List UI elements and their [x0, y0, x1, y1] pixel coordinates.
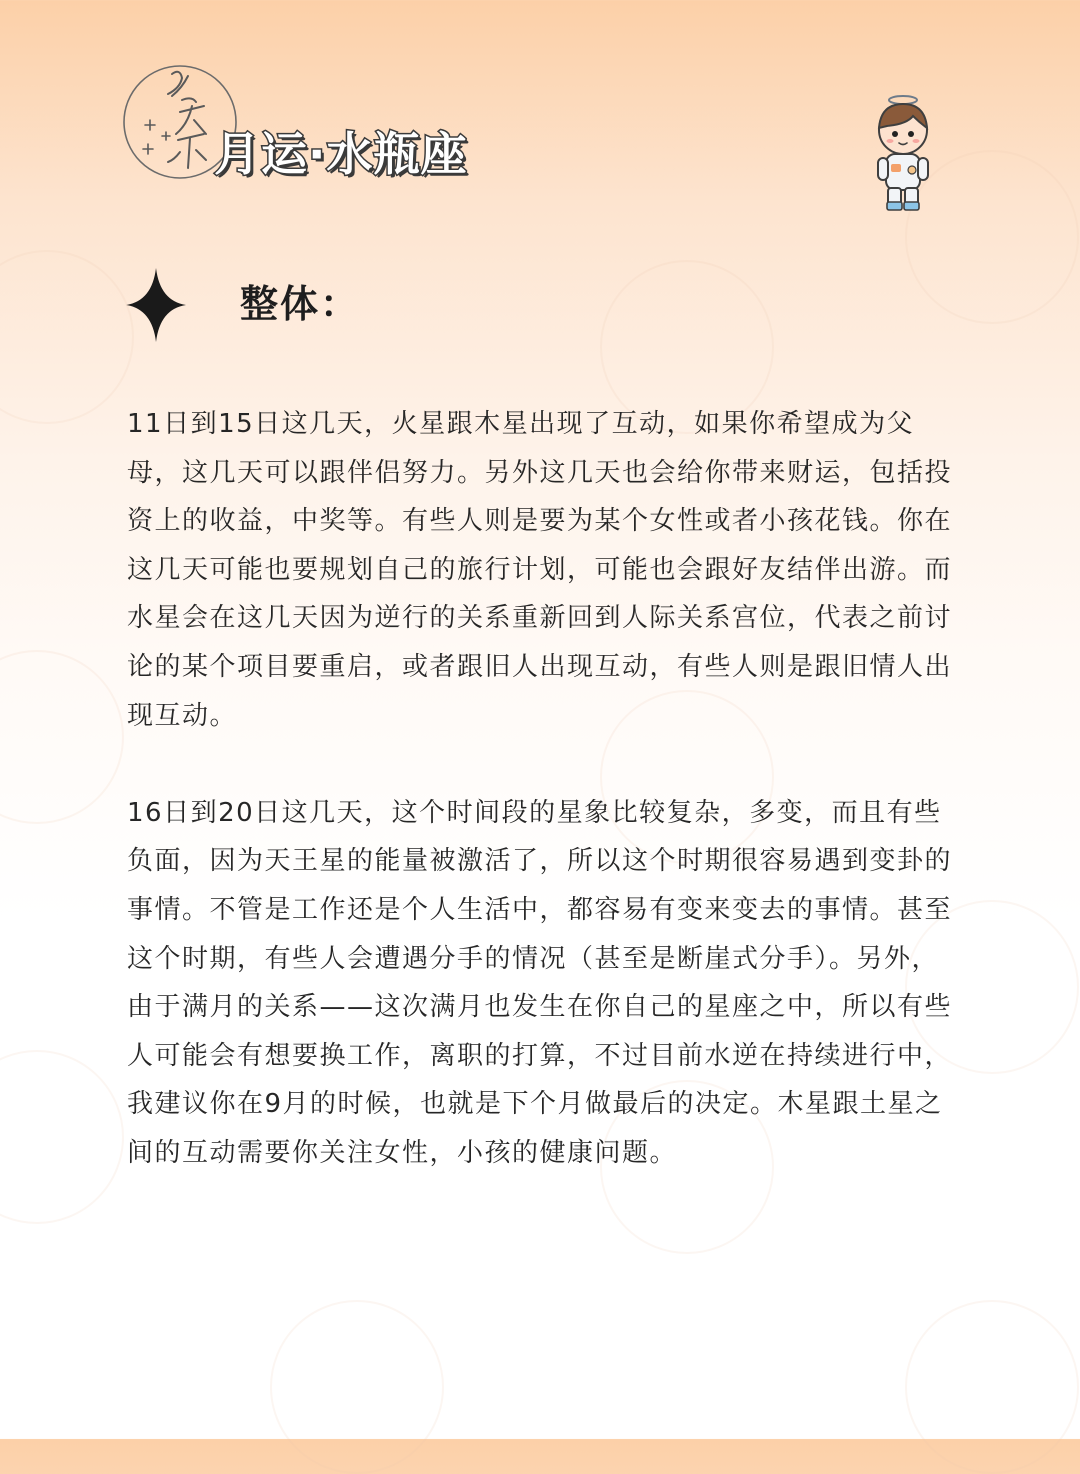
watermark-circle — [270, 1300, 444, 1474]
section-heading: 整体： — [240, 282, 361, 326]
paragraph-2: 16日到20日这几天，这个时间段的星象比较复杂，多变，而且有些负面，因为天王星的能量被激活了，所以这个时期很容易遇到变卦的事情。不管是工作还是个人生活中，都容易有变来变去的事情。甚至这个时期，有些人会遭遇分手的情况（甚至是断崖式分手）。另外，由于满月的关系——这次满月也发生在你自己的星座之中，所以有些人可能会有想要换工作，离职的打算，不过目前水逆在持续进行中，我建议你在9月的时候，也就是下个月做最后的决定。木星跟土星之间的互动需要你关注女性，小孩的健康问题。 — [127, 797, 953, 1168]
sparkle-star-icon — [126, 268, 186, 342]
watermark-circle — [0, 1050, 124, 1224]
paragraph-1: 11日到15日这几天，火星跟木星出现了互动，如果你希望成为父母，这几天可以跟伴侣努力。另外这几天也会给你带来财运，包括投资上的收益，中奖等。有些人则是要为某个女性或者小孩花钱。你在这几天可能也要规划自己的旅行计划，可能也会跟好友结伴出游。而水星会在这几天因为逆行的关系重新回到人际关系宫位，代表之前讨论的某个项目要重启，或者跟旧人出现互动，有些人则是跟旧情人出现互动。 — [127, 409, 953, 731]
watermark-circle — [905, 1300, 1079, 1474]
watermark-circle — [0, 250, 134, 424]
watermark-circle — [0, 650, 124, 824]
angel-astronaut-mascot-icon — [866, 92, 940, 216]
article-body — [127, 400, 962, 1178]
page-title: 月运·水瓶座 — [214, 127, 468, 181]
